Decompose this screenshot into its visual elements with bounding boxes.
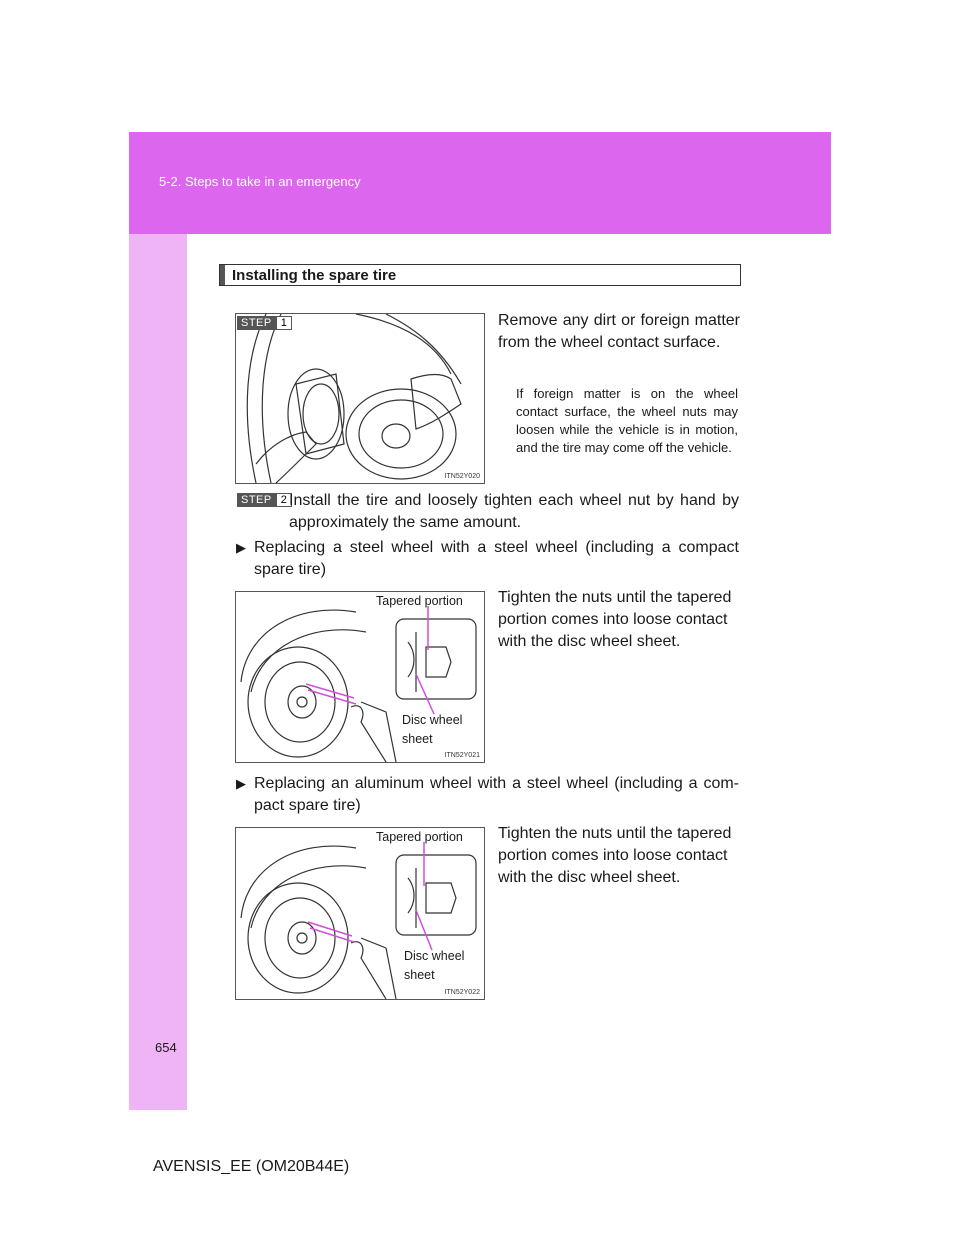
label-tapered-portion: Tapered portion xyxy=(376,830,463,844)
side-band xyxy=(129,234,187,1110)
document-footer: AVENSIS_EE (OM20B44E) xyxy=(153,1158,350,1175)
figure-clean-wheel xyxy=(235,313,485,484)
label-disc-wheel-sheet-line2: sheet xyxy=(404,968,435,982)
step-word: STEP xyxy=(237,493,276,507)
case-2-text: Tighten the nuts until the tapered portion comes into loose contact with the disc wheel sheet. xyxy=(498,825,732,886)
step-1-text: Remove any dirt or foreign matter from the wheel contact surface. xyxy=(498,312,740,351)
aluminum-wheel-illustration xyxy=(236,828,484,999)
title-bar xyxy=(220,265,225,285)
step-number: 1 xyxy=(276,316,292,330)
section-header: 5-2. Steps to take in an emergency xyxy=(159,174,361,189)
case-2-heading: Replacing an aluminum wheel with a steel wheel (including a compact spare tire) xyxy=(254,775,739,814)
bullet-marker-1: ▶ xyxy=(236,540,246,555)
figure-steel-wheel xyxy=(235,591,485,763)
label-disc-wheel-sheet: Disc wheel xyxy=(402,713,463,727)
label-disc-wheel-sheet: Disc wheel xyxy=(404,949,465,963)
case-1-text: Tighten the nuts until the tapered portion comes into loose contact with the disc wheel sheet. xyxy=(498,589,732,650)
case-1-heading: Replacing a steel wheel with a steel wheel (including a compact spare tire) xyxy=(254,539,739,578)
figure-code: ITN52Y020 xyxy=(444,473,480,480)
steel-wheel-illustration xyxy=(236,592,484,762)
figure-aluminum-wheel xyxy=(235,827,485,1000)
clean-wheel-illustration xyxy=(236,314,484,483)
bullet-marker-2: ▶ xyxy=(236,776,246,791)
step-number: 2 xyxy=(276,493,292,507)
step-2-text: Install the tire and loosely tighten each wheel nut by hand by approximately the same amount. xyxy=(289,492,739,531)
step-2-badge xyxy=(237,493,292,507)
step-1-badge xyxy=(237,316,292,330)
step-1-note: If foreign matter is on the wheel contact surface, the wheel nuts may loosen while the vehicle is in motion, and the tire may come off the vehicle. xyxy=(516,386,738,455)
section-title: Installing the spare tire xyxy=(232,267,397,284)
label-tapered-portion: Tapered portion xyxy=(376,594,463,608)
label-disc-wheel-sheet-line2: sheet xyxy=(402,732,433,746)
page-number: 654 xyxy=(155,1040,177,1055)
step-word: STEP xyxy=(237,316,276,330)
section-title-box xyxy=(219,264,741,286)
figure-code: ITN52Y021 xyxy=(444,752,480,759)
figure-code: ITN52Y022 xyxy=(444,989,480,996)
